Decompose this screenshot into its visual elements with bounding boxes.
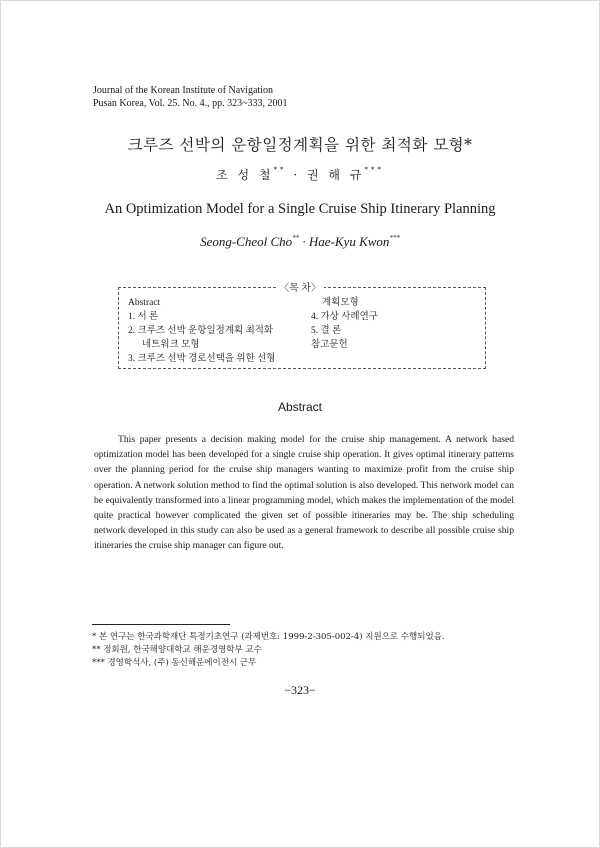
footnote-divider [92, 624, 230, 625]
author-2-ko-mark: *** [364, 166, 384, 174]
toc-item: 네트워크 모형 [142, 340, 200, 350]
author-2-ko: 권 해 규 [306, 168, 365, 182]
title-footnote-mark: * [464, 136, 473, 154]
toc-left-column [128, 296, 275, 366]
author-1-en: Seong-Cheol Cho [200, 234, 293, 249]
toc-right-column [311, 296, 378, 352]
english-authors [0, 234, 600, 250]
toc-item: 참고문헌 [311, 340, 348, 350]
author-2-en-mark: *** [389, 234, 400, 242]
author-separator-en: · [299, 234, 309, 249]
journal-name: Journal of the Korean Institute of Navigation [93, 85, 273, 96]
toc-item: 계획모형 [322, 298, 359, 308]
toc-header-text: 〈목 차〉 [276, 283, 324, 294]
page-number: −323− [284, 683, 316, 697]
korean-authors [0, 166, 600, 183]
abstract-heading: Abstract [277, 400, 322, 414]
toc-item: Abstract [128, 298, 161, 308]
footnote-author-2: *** 경영학석사, (주) 동신해운에이전시 근무 [92, 658, 257, 668]
korean-title-text: 크루즈 선박의 운항일정계획을 위한 최적화 모형 [127, 136, 465, 154]
footnotes [92, 631, 445, 670]
author-2-en: Hae-Kyu Kwon [308, 234, 390, 249]
author-separator: · [286, 168, 307, 182]
toc-item: 3. 크루즈 선박 경로선택을 위한 선형 [128, 354, 276, 364]
toc-item: 4. 가상 사례연구 [311, 312, 378, 322]
abstract-body: This paper presents a decision making model for the cruise ship management. A network based optimization model has been developed for a single cruise ship operation. It gives optimal itinerary patterns over the planning period for the cruise ship managers wanting to maximize profit from the cruise ship operation. A network solution method to find the optimal solution is also developed. This network model can be equivalently transformed into a linear programming model, which makes the implementation of the model quite practical however complicated the given set of possible itineraries may be. The ship scheduling network developed in this study can also be used as a general framework to describe all possible cruise ship itineraries the cruise ship manager can figure out. [94, 434, 514, 552]
author-1-ko: 조 성 철 [216, 168, 274, 182]
footnote-author-1: ** 정회원, 한국해양대학교 해운경영학부 교수 [92, 645, 262, 655]
author-1-en-mark: ** [292, 234, 300, 242]
journal-info [93, 84, 287, 110]
toc-header [0, 279, 600, 294]
journal-citation: Pusan Korea, Vol. 25. No. 4., pp. 323~333, 2001 [93, 98, 288, 109]
english-title: An Optimization Model for a Single Cruise Ship Itinerary Planning [104, 201, 496, 217]
author-1-ko-mark: ** [273, 166, 287, 174]
toc-item: 5. 결 론 [311, 326, 342, 336]
toc-item: 1. 서 론 [128, 312, 159, 322]
korean-title [0, 133, 600, 155]
footnote-funding: * 본 연구는 한국과학재단 특정기초연구 (과제번호: 1999-2-305-002-4) 지원으로 수행되었음. [92, 632, 445, 642]
toc-item: 2. 크루즈 선박 운항일정계획 최적화 [128, 326, 274, 336]
